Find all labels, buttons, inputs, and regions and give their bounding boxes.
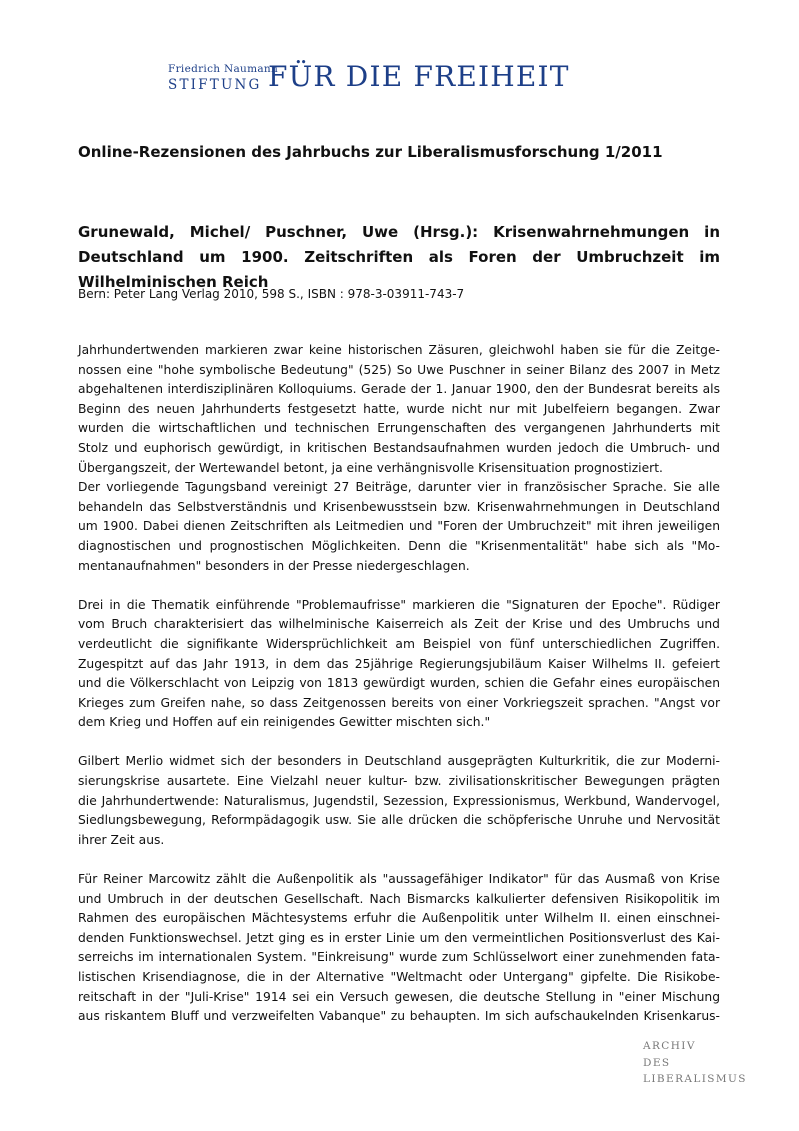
- logo-slogan: FÜR DIE FREIHEIT: [268, 60, 570, 93]
- text-line: Gilbert Merlio widmet sich der besonders in Deutschland ausgeprägten Kulturkritik, die zur Moderni-: [78, 754, 720, 769]
- paragraph: [78, 870, 720, 1027]
- text-line: nossen eine "hohe symbolische Bedeutung" (525) So Uwe Puschner in seiner Bilanz des 2007 in Metz: [78, 362, 720, 377]
- text-line: wurden die wirtschaftlichen und technischen Errungenschaften des vergangenen Jahrhunderts mit: [78, 421, 720, 436]
- text-line: um 1900. Dabei dienen Zeitschriften als Leitmedien und "Foren der Umbruchzeit" mit ihren jeweiligen: [78, 519, 720, 534]
- archive-logo: [643, 1038, 747, 1088]
- book-title: Grunewald, Michel/ Puschner, Uwe (Hrsg.): Krisenwahrnehmungen in Deutschland um 1900. Zeitschriften als Foren der Umbruchzeit im Wilhelminischen Reich: [78, 223, 720, 291]
- text-line: verdeutlicht die signifikante Widersprüchlichkeit am Beispiel von fünf unterschiedlichen Zugriffen.: [78, 636, 720, 651]
- paragraph: [78, 341, 720, 478]
- text-line: vom Bruch charakterisiert das wilhelminische Kaiserreich als Zeit der Krise und des Umbruchs und: [78, 617, 720, 632]
- archive-line: ARCHIV: [643, 1040, 696, 1052]
- paragraph: [78, 478, 720, 576]
- paragraph: [78, 752, 720, 850]
- text-line: Jahrhundertwenden markieren zwar keine historischen Zäsuren, gleichwohl haben sie für die Zeitge-: [78, 343, 720, 357]
- logo-foundation-name: Friedrich Naumann: [168, 63, 279, 75]
- text-line: reitschaft in der "Juli-Krise" 1914 sei ein Versuch gewesen, die deutsche Stellung in "einer Mischung: [78, 989, 720, 1004]
- text-line: ihrer Zeit aus.: [78, 832, 165, 847]
- text-line: und Umbruch in der deutschen Gesellschaft. Nach Bismarcks kalkulierter defensiven Risikopolitik im: [78, 891, 720, 906]
- foundation-logo: [165, 60, 603, 98]
- text-line: sierungskrise ausartete. Eine Vielzahl neuer kultur- bzw. zivilisationskritischer Bewegungen prägten: [78, 774, 720, 789]
- text-line: diagnostischen und prognostischen Möglichkeiten. Denn die "Krisenmentalität" habe sich als "Mo-: [78, 538, 720, 553]
- text-line: die Jahrhundertwende: Naturalismus, Jugendstil, Sezession, Expressionismus, Werkbund, Wandervogel,: [78, 793, 720, 808]
- text-line: serreichs im internationalen System. "Einkreisung" wurde zum Schlüsselwort einer zunehmenden fata-: [78, 950, 720, 965]
- text-line: Siedlungsbewegung, Reformpädagogik usw. Sie alle drücken die schöpferische Unruhe und Nervosität: [78, 813, 720, 828]
- text-line: dem Krieg und Hoffen auf ein reinigendes Gewitter mischten sich.": [78, 715, 491, 730]
- text-line: Drei in die Thematik einführende "Problemaufrisse" markieren die "Signaturen der Epoche". Rüdiger: [78, 597, 720, 612]
- text-line: Übergangszeit, der Wertewandel betont, ja eine verhängnisvolle Krisensituation prognostiziert.: [78, 460, 663, 475]
- logo-stiftung: STIFTUNG: [168, 77, 262, 93]
- paragraph: [78, 596, 720, 733]
- series-title: Online-Rezensionen des Jahrbuchs zur Liberalismusforschung 1/2011: [78, 143, 663, 161]
- text-line: Krieges zum Greifen nahe, so dass Zeitgenossen bereits von einer Vorkriegszeit sprachen. "Angst vor: [78, 695, 720, 710]
- text-line: denden Funktionswechsel. Jetzt ging es in erster Linie um den vermeintlichen Positionsverlust des Kai-: [78, 930, 720, 945]
- text-line: Der vorliegende Tagungsband vereinigt 27 Beiträge, darunter vier in französischer Sprache. Sie alle: [78, 480, 720, 495]
- text-line: Zugespitzt auf das Jahr 1913, in dem das 25jährige Regierungsjubiläum Kaiser Wilhelms II. gefeiert: [78, 656, 720, 671]
- text-line: abgehaltenen interdisziplinären Kolloquiums. Gerade der 1. Januar 1900, den der Bundesrat bereits als: [78, 382, 720, 397]
- archive-line: LIBERALISMUS: [643, 1073, 747, 1085]
- text-line: Beginn des neuen Jahrhunderts festgesetzt hatte, wurde nicht nur mit Jubelfeiern begangen. Zwar: [78, 401, 720, 416]
- bibliographic-info: Bern: Peter Lang Verlag 2010, 598 S., ISBN : 978-3-03911-743-7: [78, 287, 465, 301]
- text-line: Rahmen des europäischen Mächtesystems erfuhr die Außenpolitik unter Wilhelm II. einen einschnei-: [78, 911, 720, 926]
- text-line: behandeln das Selbstverständnis und Krisenbewusstsein bzw. Krisenwahrnehmungen in Deutschland: [78, 499, 720, 514]
- text-line: Für Reiner Marcowitz zählt die Außenpolitik als "aussagefähiger Indikator" für das Ausmaß von Krise: [78, 872, 720, 887]
- text-line: Stolz und euphorisch gewürdigt, in kritischen Bestandsaufnahmen wurden jedoch die Umbruch- und: [78, 440, 720, 455]
- text-line: und die Völkerschlacht von Leipzig von 1813 gewürdigt wurden, schien die Gefahr eines europäischen: [78, 676, 720, 691]
- review-body: [78, 341, 720, 1027]
- text-line: listischen Krisendiagnose, die in der Alternative "Weltmacht oder Untergang" gipfelte. Die Risikobe-: [78, 970, 720, 984]
- archive-line: DES: [643, 1056, 671, 1069]
- text-line: aus riskantem Bluff und verzweifelten Vabanque" zu behaupten. Im sich aufschaukelnden Krisenkarus-: [78, 1009, 720, 1024]
- text-line: mentanaufnahmen" besonders in der Presse niedergeschlagen.: [78, 558, 470, 573]
